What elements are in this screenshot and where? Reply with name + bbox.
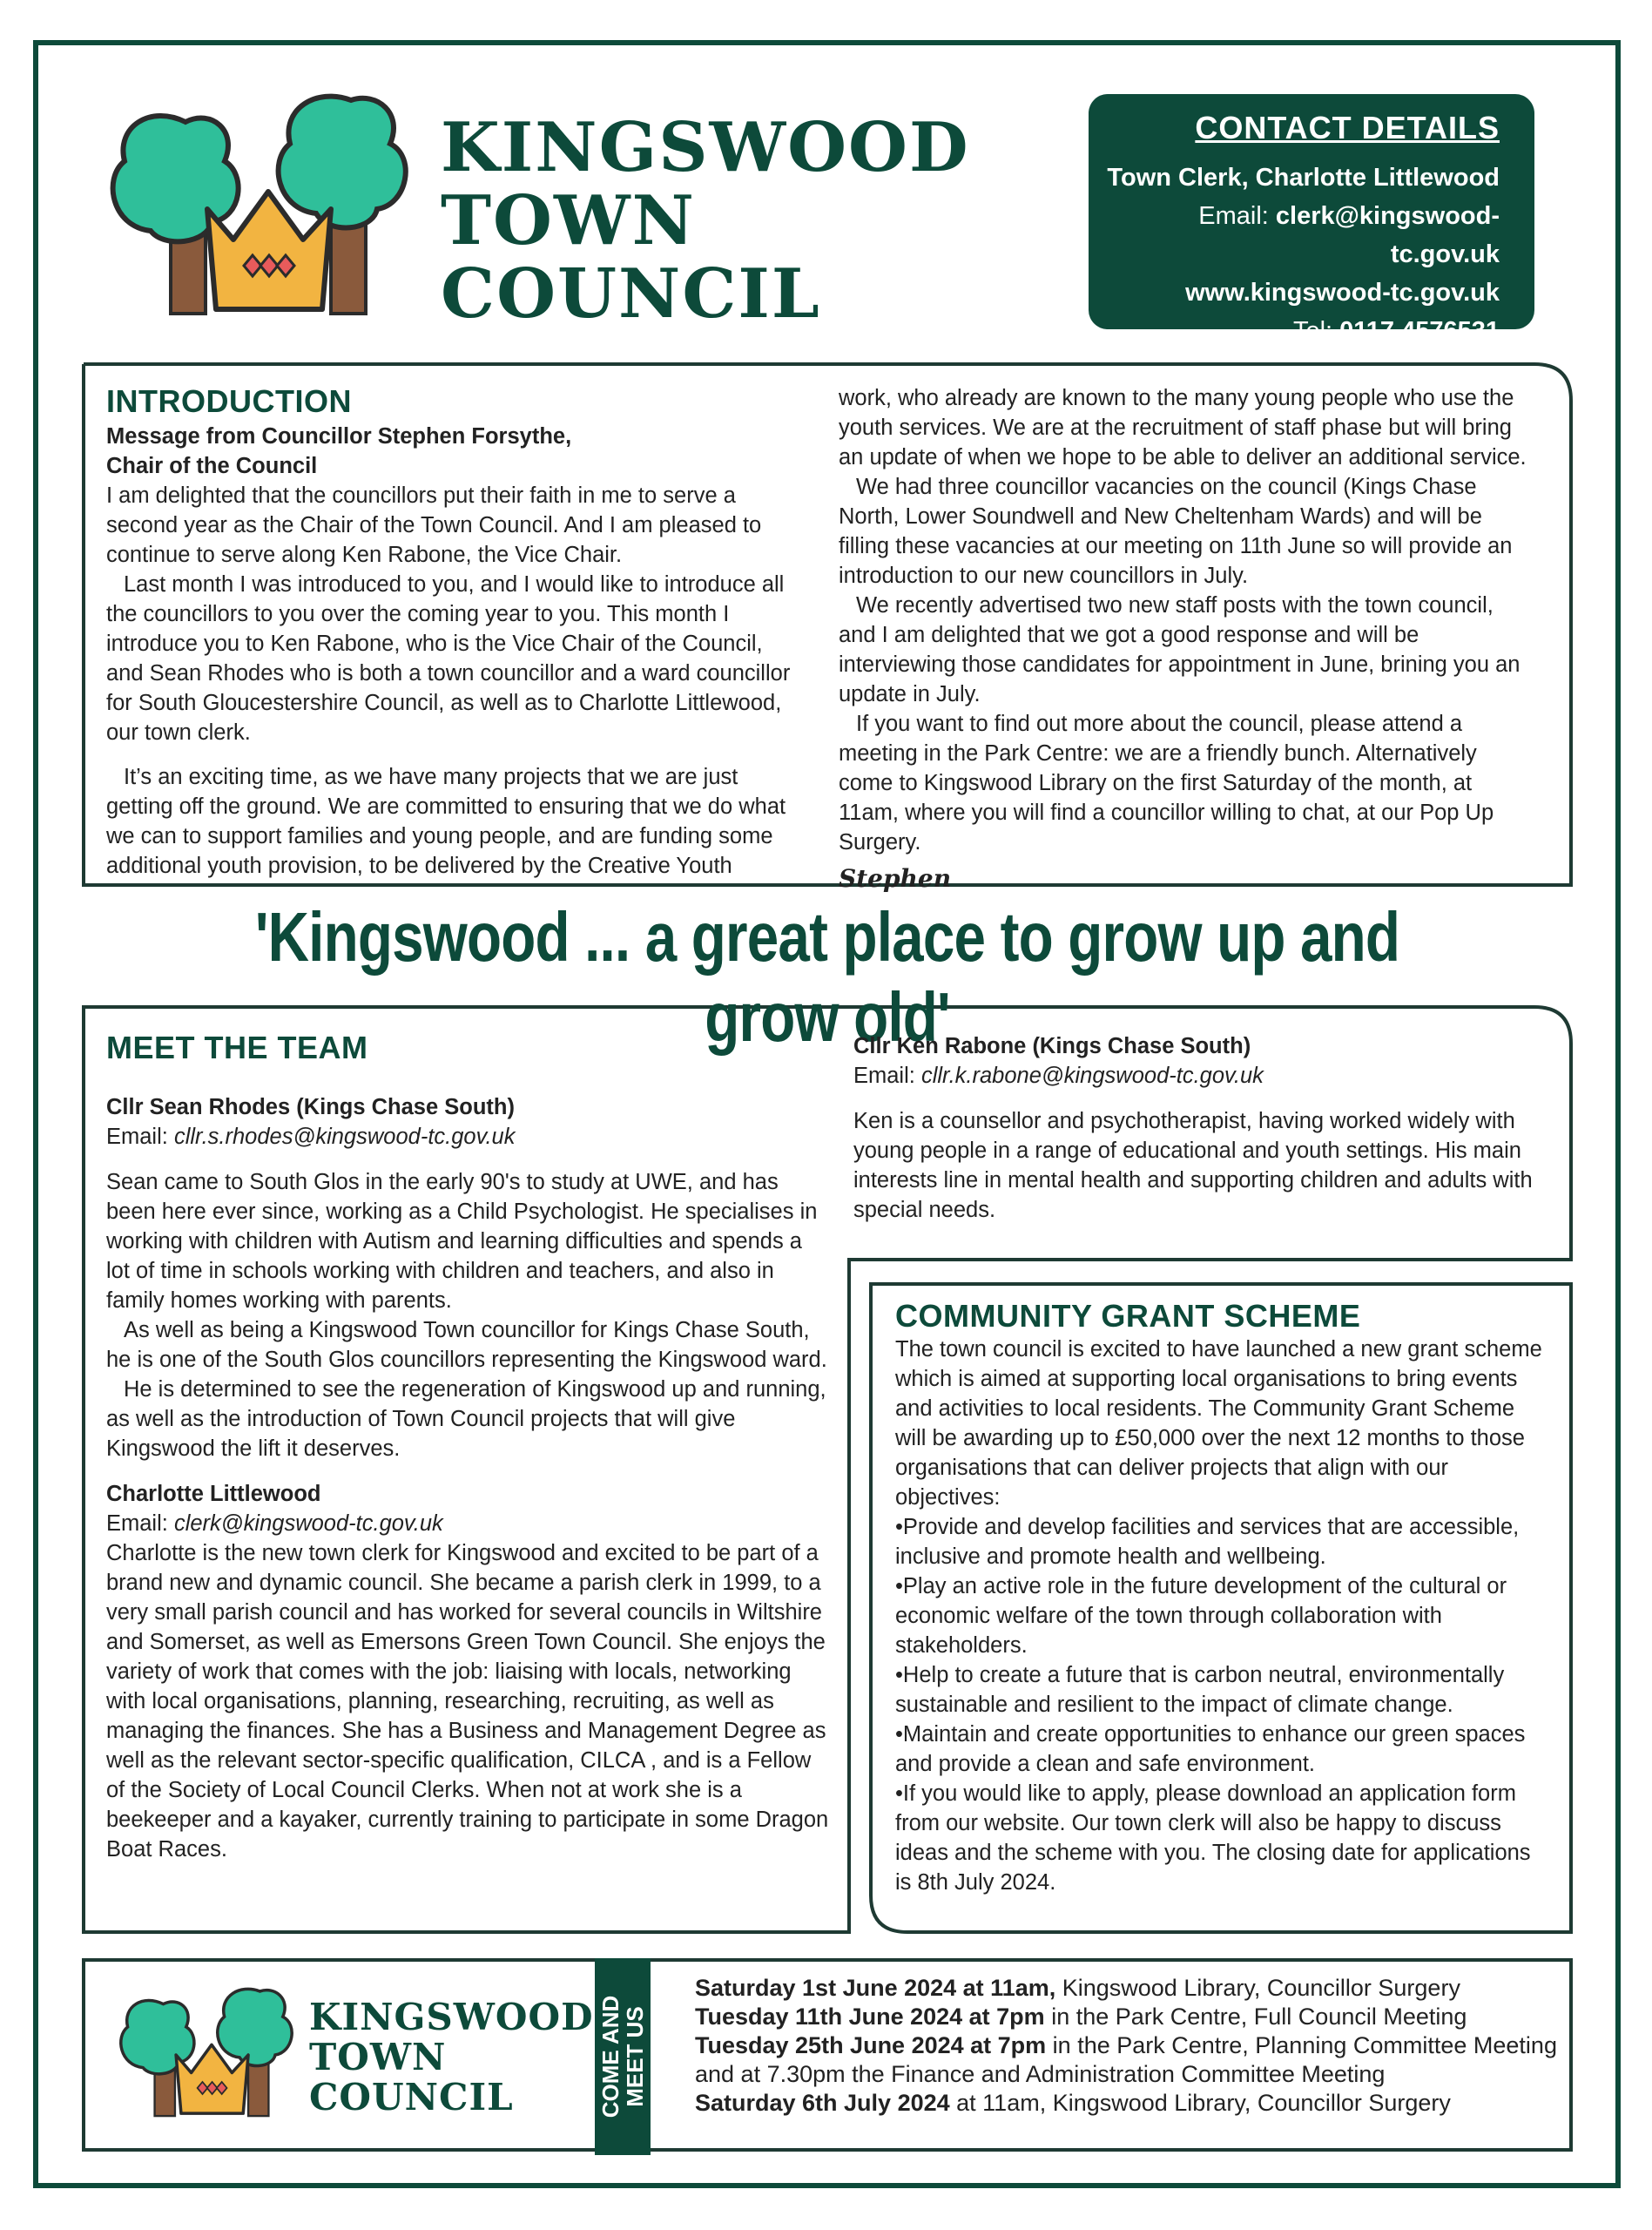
intro-p2: Last month I was introduced to you, and I would like to introduce all the councillors to you over the coming year to you. This month I introduce you to Ken Rabone, who is the Vice Chair of the Council, and Sean Rhodes who is both a town councillor and a ward councillor for South Gloucestershire Council, as well as to Charlotte Littlewood, our town clerk. xyxy=(106,572,791,745)
contact-phone: 0117 4576531 xyxy=(1339,317,1500,345)
charlotte-name: Charlotte Littlewood xyxy=(106,1482,321,1506)
event-item: Tuesday 11th June 2024 at 7pm in the Park Centre, Full Council Meeting xyxy=(695,2004,1467,2030)
signature: Stephen xyxy=(839,864,952,893)
ken-name: Cllr Ken Rabone (Kings Chase South) xyxy=(853,1034,1251,1058)
contact-details-box: CONTACT DETAILS Town Clerk, Charlotte Littlewood Email: clerk@kingswood-tc.gov.uk www.kingswood-tc.gov.uk Tel: 0117 4576531 xyxy=(1089,94,1534,329)
contact-website-link[interactable]: www.kingswood-tc.gov.uk xyxy=(1185,279,1500,307)
sean-email-link[interactable]: cllr.s.rhodes@kingswood-tc.gov.uk xyxy=(173,1125,516,1149)
contact-clerk: Town Clerk, Charlotte Littlewood xyxy=(1107,164,1500,192)
sean-p1: Sean came to South Glos in the early 90's to study at UWE, and has been here ever since, working as a Child Psychologist. He specialises in working with children with Autism and learning difficulties and spends a lot of time in schools working with children and teachers, and also in family homes working with parents. xyxy=(106,1170,818,1313)
intro-p6: If you want to find out more about the council, please attend a meeting in the Park Centre: we are a friendly bunch. Alternatively come to Kingswood Library on the first Saturday of the month, at 11am, where you will find a councillor willing to chat, at our Pop Up Surgery. xyxy=(839,712,1494,855)
grant-bullet: •Provide and develop facilities and services that are accessible, inclusive and promote health and wellbeing. xyxy=(895,1515,1520,1569)
intro-heading: INTRODUCTION xyxy=(106,383,352,419)
intro-p4: We had three councillor vacancies on the council (Kings Chase North, Lower Soundwell and New Cheltenham Wards) and will be filling these vacancies at our meeting on 11th June so will provide an introduction to our new councillors in July. xyxy=(839,475,1513,588)
ken-p1: Ken is a counsellor and psychotherapist, having worked widely with young people in a range of educational and youth settings. His main interests line in mental health and supporting children and adults with special needs. xyxy=(853,1109,1533,1222)
sean-p2: As well as being a Kingswood Town councillor for Kings Chase South, he is one of the South Glos councillors representing the Kingswood ward. xyxy=(106,1318,827,1372)
grant-bullet: •Help to create a future that is carbon neutral, environmentally sustainable and resilient to the impact of climate change. xyxy=(895,1663,1505,1717)
events-list xyxy=(695,1974,1574,2118)
team-right-column: Cllr Ken Rabone (Kings Chase South) Email: cllr.k.rabone@kingswood-tc.gov.uk Ken is a counsellor and psychotherapist, having worked widely with young people in a range of educational and youth settings. His main interests line in mental health and supporting children and adults with special needs. xyxy=(853,1031,1550,1225)
council-name: KINGSWOOD TOWN COUNCIL xyxy=(441,108,970,334)
ken-email-link[interactable]: cllr.k.rabone@kingswood-tc.gov.uk xyxy=(920,1064,1264,1088)
charlotte-p1: Charlotte is the new town clerk for Kingswood and excited to be part of a brand new and dynamic council. She became a parish clerk in 1999, to a very small parish council and has worked for several councils in Wiltshire and Somerset, as well as Emersons Green Town Council. She enjoys the variety of work that comes with the job: liaising with locals, networking with local organisations, planning, researching, recruiting, as well as managing the finances. She has a Business and Management Degree as well as the relevant sector-specific qualification, CILCA , and is a Fellow of the Society of Local Council Clerks. When not at work she is a beekeeper and a kayaker, currently training to participate in some Dragon Boat Races. xyxy=(106,1541,829,1862)
sean-p3: He is determined to see the regeneration of Kingswood up and running, as well as the introduction of Town Council projects that will give Kingswood the lift it deserves. xyxy=(106,1377,826,1461)
contact-heading: CONTACT DETAILS xyxy=(1195,110,1500,145)
charlotte-email-link[interactable]: clerk@kingswood-tc.gov.uk xyxy=(173,1511,443,1536)
grant-heading: COMMUNITY GRANT SCHEME xyxy=(895,1298,1361,1334)
slogan: 'Kingswood ... a great place to grow up and grow old' xyxy=(254,898,1400,1056)
event-item: and at 7.30pm the Finance and Administration Committee Meeting xyxy=(695,2061,1386,2087)
grant-section xyxy=(895,1298,1550,1897)
contact-email-link[interactable]: clerk@kingswood-tc.gov.uk xyxy=(1275,202,1500,268)
grant-intro: The town council is excited to have launched a new grant scheme which is aimed at supporting local organisations to bring events and activities to local residents. The Community Grant Scheme will be awarding up to £50,000 over the next 12 months to those organisations that can deliver projects that align with our objectives: xyxy=(895,1337,1542,1510)
event-item: Saturday 6th July 2024 at 11am, Kingswood Library, Councillor Surgery xyxy=(695,2090,1451,2116)
event-item: Saturday 1st June 2024 at 11am, Kingswood Library, Councillor Surgery xyxy=(695,1975,1460,2001)
intro-left-column-2 xyxy=(106,762,794,881)
intro-p5: We recently advertised two new staff posts with the town council, and I am delighted that we got a good response and will be interviewing those candidates for appointment in June, brining you an update in July. xyxy=(839,593,1521,706)
intro-left-column xyxy=(106,383,794,747)
grant-bullet: •If you would like to apply, please download an application form from our website. Our town clerk will also be happy to discuss ideas and the scheme with you. The closing date for applications is 8th July 2024. xyxy=(895,1781,1531,1895)
footer-logo-icon xyxy=(115,1977,308,2132)
grant-bullet: •Play an active role in the future development of the cultural or economic welfare of the town through collaboration with stakeholders. xyxy=(895,1574,1507,1658)
footer-council-name: KINGSWOOD TOWN COUNCIL xyxy=(309,1996,594,2118)
event-item: Tuesday 25th June 2024 at 7pm in the Park Centre, Planning Committee Meeting xyxy=(695,2032,1557,2058)
intro-p3: It’s an exciting time, as we have many projects that we are just getting off the ground. We are committed to ensuring that we do what we can to support families and young people, and are funding some additional youth provision, to be delivered by the Creative Youth xyxy=(106,765,786,878)
intro-right-column xyxy=(839,383,1535,894)
come-and-meet-us-badge: COME AND MEET US xyxy=(595,1958,651,2155)
intro-p3-continued: work, who already are known to the many young people who use the youth services. We are at the recruitment of staff phase but will bring an update of when we hope to be able to deliver an additional service. xyxy=(839,386,1527,470)
sean-name: Cllr Sean Rhodes (Kings Chase South) xyxy=(106,1095,515,1119)
team-left-column: MEET THE TEAM Cllr Sean Rhodes (Kings Chase South) Email: cllr.s.rhodes@kingswood-tc.gov.uk Sean came to South Glos in the early 90's to study at UWE, and has been here ever since, working as a Child Psychologist. He specialises in working with children with Autism and learning difficulties and spends a lot of time in schools working with children and teachers, and also in family homes working with parents. As well as being a Kingswood Town councillor for Kings Chase South, he is one of the South Glos councillors representing the Kingswood ward. He is determined to see the regeneration of Kingswood up and running, as well as the introduction of Town Council projects that will give Kingswood the lift it deserves. Charlotte Littlewood Email: clerk@kingswood-tc.gov.uk Charlotte is the new town clerk for Kingswood and excited to be part of a brand new and dynamic council. She became a parish clerk in 1999, to a very small parish council and has worked for several councils in Wiltshire and Somerset, as well as Emersons Green Town Council. She enjoys the variety of work that comes with the job: liaising with locals, networking with local organisations, planning, researching, recruiting, as well as managing the finances. She has a Business and Management Degree as well as the relevant sector-specific qualification, CILCA , and is a Fellow of the Society of Local Council Clerks. When not at work she is a beekeeper and a kayaker, currently training to participate in some Dragon Boat Races. xyxy=(106,1030,829,1864)
intro-sub1: Message from Councillor Stephen Forsythe, xyxy=(106,424,572,449)
intro-sub2: Chair of the Council xyxy=(106,454,318,478)
team-heading: MEET THE TEAM xyxy=(106,1030,368,1065)
intro-p1: I am delighted that the councillors put their faith in me to serve a second year as the Chair of the Town Council. And I am pleased to continue to serve along Ken Rabone, the Vice Chair. xyxy=(106,483,762,567)
grant-bullet: •Maintain and create opportunities to enhance our green spaces and provide a clean and safe environment. xyxy=(895,1722,1526,1776)
